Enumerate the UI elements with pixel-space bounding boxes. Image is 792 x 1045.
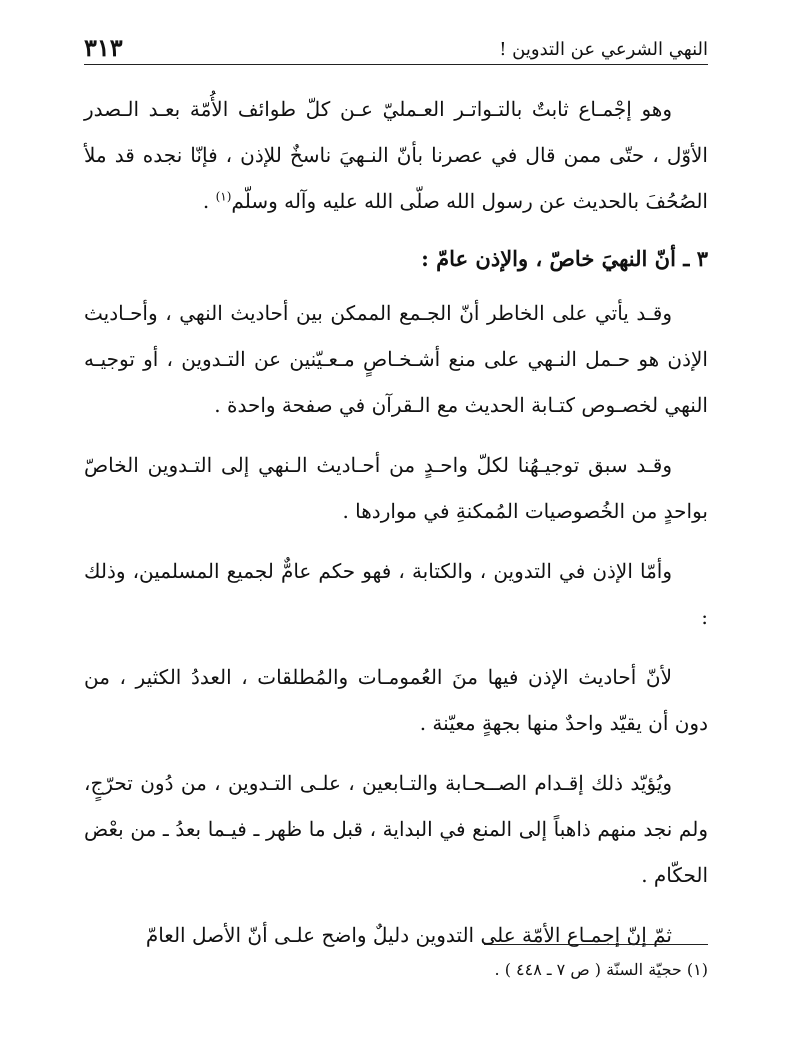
footnote-divider [484, 944, 708, 945]
paragraph-2: وقـد يأتي على الخاطر أنّ الجـمع الممكن بين أحاديث النهي ، وأحـاديث الإذن هو حـمل النـهي على منع أشـخـاصٍ مـعـيّنين عن التـدوين ، أو توجيـه النهي لخصـوص كتـابة الحديث مع الـقرآن في صفحة واحدة . [84, 301, 708, 417]
paragraph-7: ثمّ إنّ إجمـاع الأمّة على التدوين دليلٌ واضح علـى أنّ الأصل العامّ [145, 923, 672, 947]
paragraph-1-end: . [202, 189, 216, 213]
section-heading: ٣ ـ أنّ النهيَ خاصّ ، والإذن عامّ : [421, 246, 708, 271]
paragraph-1-text: وهو إجْمـاع ثابتٌ بالتـواتـر العـمليّ عـن كلّ طوائف الأُمّة بعـد الـصدر الأوّل ، حتّى ممن قال في عصرنا بأنّ النـهيَ ناسخٌ للإذن ، فإنّا نجده قد ملأ الصُحُفَ بالحديث عن رسول الله صلّى الله عليه وآله وسلّم [84, 97, 708, 213]
paragraph-4: وأمّا الإذن في التدوين ، والكتابة ، فهو حكم عامٌّ لجميع المسلمين، وذلك : [84, 559, 708, 629]
body-text [84, 86, 708, 972]
footnote: (١) حجيّة السنّة ( ص ٧ ـ ٤٤٨ ) . [494, 960, 708, 979]
running-title: النهي الشرعي عن التدوين ! [499, 39, 708, 60]
footnote-marker: (١) [215, 189, 232, 204]
page-number: ٣١٣ [84, 33, 123, 62]
page-header [84, 30, 708, 65]
paragraph-6: ويُؤيّد ذلك إقـدام الصــحـابة والتـابعين ، علـى التـدوين ، من دُون تحرّجٍ، ولم نجد منهم ذاهباً إلى المنع في البداية ، قبل ما ظهر ـ فيـما بعدُ ـ من بعْض الحكّام . [84, 771, 708, 887]
paragraph-1 [84, 86, 708, 224]
paragraph-5: لأنّ أحاديث الإذن فيها منَ العُمومـات والمُطلقات ، العددُ الكثير ، من دون أن يقيّد واحدٌ منها بجهةٍ معيّنة . [84, 665, 708, 735]
paragraph-3: وقـد سبق توجيـهُنا لكلّ واحـدٍ من أحـاديث الـنهي إلى التـدوين الخاصّ بواحدٍ من الخُصوصيات المُمكنةِ في مواردها . [84, 453, 708, 523]
